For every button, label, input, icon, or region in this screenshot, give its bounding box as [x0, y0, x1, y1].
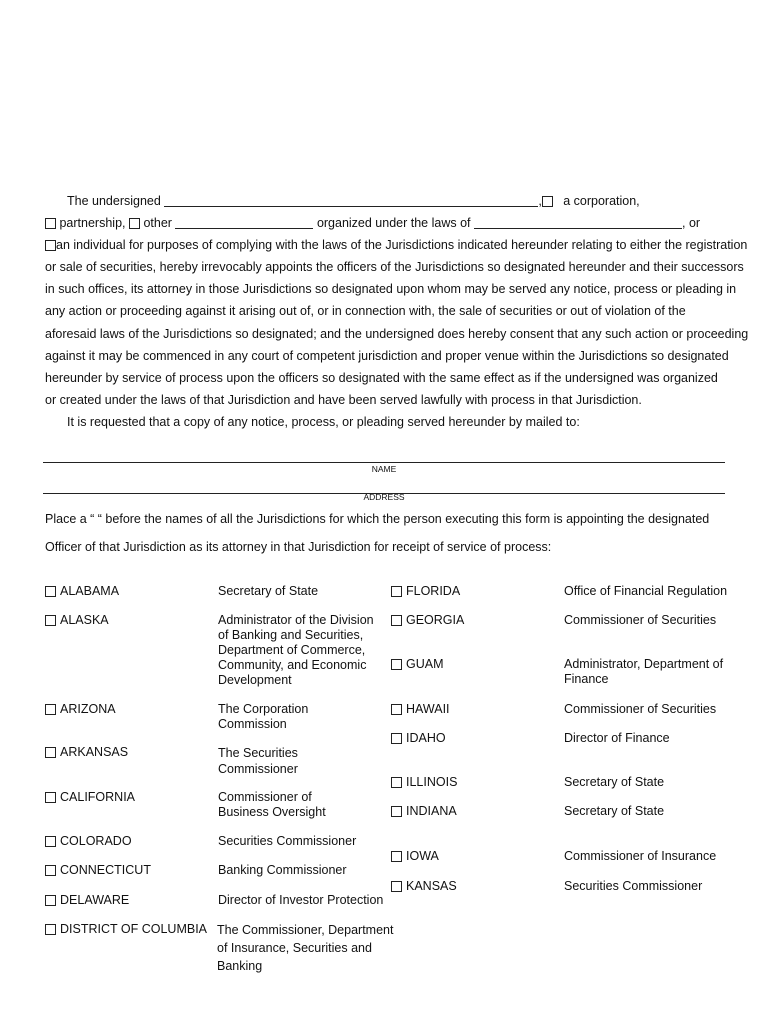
- jurisdiction-alaska[interactable]: [45, 613, 109, 628]
- jurisdiction-name: IOWA: [406, 849, 439, 863]
- jurisdiction-guam[interactable]: [391, 657, 444, 672]
- intro-line-10: or created under the laws of that Jurisdiction and have been served lawfully with process in that Jurisdiction.: [45, 393, 642, 407]
- intro-line-2: [45, 215, 700, 231]
- jurisdiction-name: KANSAS: [406, 879, 457, 893]
- jurisdiction-name: ARKANSAS: [60, 745, 129, 759]
- intro-line-4: or sale of securities, hereby irrevocably appoints the officers of the Jurisdictions so designated hereunder and their successors: [45, 260, 744, 274]
- intro-line-1: [67, 193, 640, 209]
- jurisdiction-hawaii[interactable]: [391, 702, 450, 717]
- individual-checkbox[interactable]: [45, 240, 56, 251]
- jurisdiction-idaho[interactable]: [391, 731, 446, 746]
- officer-district-of-columbia: The Commissioner, Department of Insurance, Securities and Banking: [217, 923, 394, 973]
- alaska-checkbox[interactable]: [45, 615, 56, 626]
- corporation-checkbox[interactable]: [542, 196, 553, 207]
- kansas-checkbox[interactable]: [391, 881, 402, 892]
- jurisdiction-alabama[interactable]: [45, 584, 119, 599]
- or-label: , or: [682, 216, 701, 230]
- other-label: other: [143, 216, 172, 230]
- officer-illinois: Secretary of State: [564, 775, 665, 789]
- name-field-line[interactable]: [43, 462, 725, 463]
- intro-line-11: It is requested that a copy of any notice, process, or pleading served hereunder by mailed to:: [67, 415, 580, 429]
- colorado-checkbox[interactable]: [45, 836, 56, 847]
- hawaii-checkbox[interactable]: [391, 704, 402, 715]
- laws-of-field[interactable]: [474, 216, 682, 229]
- jurisdiction-arkansas[interactable]: [45, 745, 128, 760]
- address-caption: ADDRESS: [363, 492, 405, 502]
- jurisdiction-florida[interactable]: [391, 584, 460, 599]
- intro-line-9: hereunder by service of process upon the officers so designated with the same effect as if the undersigned was organized: [45, 371, 718, 385]
- intro-text-3: an individual for purposes of complying with the laws of the Jurisdictions indicated hereunder relating to either the registration: [56, 238, 748, 252]
- jurisdiction-name: CONNECTICUT: [60, 863, 151, 877]
- undersigned-label: The undersigned: [67, 194, 161, 208]
- connecticut-checkbox[interactable]: [45, 865, 56, 876]
- jurisdiction-name: DISTRICT OF COLUMBIA: [60, 922, 208, 936]
- instructions-line-1: Place a “ “ before the names of all the Jurisdictions for which the person executing this form is appointing the designated: [45, 512, 710, 526]
- jurisdiction-connecticut[interactable]: [45, 863, 151, 878]
- jurisdiction-colorado[interactable]: [45, 834, 132, 849]
- alabama-checkbox[interactable]: [45, 586, 56, 597]
- georgia-checkbox[interactable]: [391, 615, 402, 626]
- officer-georgia: Commissioner of Securities: [564, 613, 717, 627]
- jurisdiction-name: ALASKA: [60, 613, 109, 627]
- other-checkbox[interactable]: [129, 218, 140, 229]
- florida-checkbox[interactable]: [391, 586, 402, 597]
- jurisdiction-name: CALIFORNIA: [60, 790, 136, 804]
- partnership-label: partnership,: [59, 216, 126, 230]
- california-checkbox[interactable]: [45, 792, 56, 803]
- partnership-checkbox[interactable]: [45, 218, 56, 229]
- officer-connecticut: Banking Commissioner: [218, 863, 347, 877]
- iowa-checkbox[interactable]: [391, 851, 402, 862]
- intro-line-8: against it may be commenced in any court of competent jurisdiction and proper venue within the Jurisdictions so designated: [45, 349, 729, 363]
- arizona-checkbox[interactable]: [45, 704, 56, 715]
- name-caption: NAME: [371, 464, 397, 474]
- jurisdiction-name: IDAHO: [406, 731, 446, 745]
- officer-idaho: Director of Finance: [564, 731, 670, 745]
- jurisdiction-name: HAWAII: [406, 702, 450, 716]
- undersigned-name-field[interactable]: [164, 194, 538, 207]
- officer-colorado: Securities Commissioner: [218, 834, 357, 848]
- officer-arizona: The Corporation Commission: [218, 702, 309, 731]
- jurisdiction-name: ALABAMA: [60, 584, 120, 598]
- officer-delaware: Director of Investor Protection: [218, 893, 384, 907]
- officer-florida: Office of Financial Regulation: [564, 584, 728, 598]
- intro-line-7: aforesaid laws of the Jurisdictions so designated; and the undersigned does hereby consent that any such action or proceeding: [45, 327, 749, 341]
- jurisdiction-indiana[interactable]: [391, 804, 457, 819]
- jurisdiction-name: ILLINOIS: [406, 775, 458, 789]
- jurisdiction-georgia[interactable]: [391, 613, 464, 628]
- jurisdiction-delaware[interactable]: [45, 893, 129, 908]
- indiana-checkbox[interactable]: [391, 806, 402, 817]
- intro-line-6: any action or proceeding against it arising out of, or in connection with, the sale of securities or out of violation of the: [45, 304, 686, 318]
- officer-iowa: Commissioner of Insurance: [564, 849, 717, 863]
- arkansas-checkbox[interactable]: [45, 747, 56, 758]
- jurisdiction-arizona[interactable]: [45, 702, 116, 717]
- jurisdiction-name: GEORGIA: [406, 613, 465, 627]
- jurisdiction-name: COLORADO: [60, 834, 132, 848]
- intro-line-3: [45, 237, 747, 253]
- officer-indiana: Secretary of State: [564, 804, 665, 818]
- jurisdiction-name: GUAM: [406, 657, 444, 671]
- intro-line-5: in such offices, its attorney in those Jurisdictions so designated upon whom may be served any notice, process or pleading in: [45, 282, 737, 296]
- jurisdiction-kansas[interactable]: [391, 879, 457, 894]
- instructions-line-2: Officer of that Jurisdiction as its attorney in that Jurisdiction for receipt of service of process:: [45, 540, 552, 554]
- jurisdiction-name: DELAWARE: [60, 893, 130, 907]
- jurisdiction-name: FLORIDA: [406, 584, 461, 598]
- jurisdiction-district-of-columbia[interactable]: [45, 922, 207, 937]
- jurisdiction-iowa[interactable]: [391, 849, 439, 864]
- organized-label: organized under the laws of: [316, 216, 471, 230]
- corporation-label: a corporation,: [563, 194, 640, 208]
- officer-arkansas: The Securities Commissioner: [218, 746, 298, 776]
- jurisdiction-illinois[interactable]: [391, 775, 457, 790]
- district-of-columbia-checkbox[interactable]: [45, 924, 56, 935]
- comma: ,: [538, 194, 542, 208]
- officer-california: Commissioner of Business Oversight: [218, 790, 326, 819]
- idaho-checkbox[interactable]: [391, 733, 402, 744]
- officer-hawaii: Commissioner of Securities: [564, 702, 717, 716]
- jurisdiction-california[interactable]: [45, 790, 135, 805]
- jurisdiction-name: INDIANA: [406, 804, 457, 818]
- jurisdiction-name: ARIZONA: [60, 702, 116, 716]
- officer-alaska: Administrator of the Division of Banking and Securities, Department of Commerce, Community, and Economic Development: [218, 613, 374, 687]
- guam-checkbox[interactable]: [391, 659, 402, 670]
- officer-kansas: Securities Commissioner: [564, 879, 703, 893]
- delaware-checkbox[interactable]: [45, 895, 56, 906]
- officer-alabama: Secretary of State: [218, 584, 319, 598]
- officer-guam: Administrator, Department of Finance: [564, 657, 724, 686]
- other-field[interactable]: [175, 216, 313, 229]
- illinois-checkbox[interactable]: [391, 777, 402, 788]
